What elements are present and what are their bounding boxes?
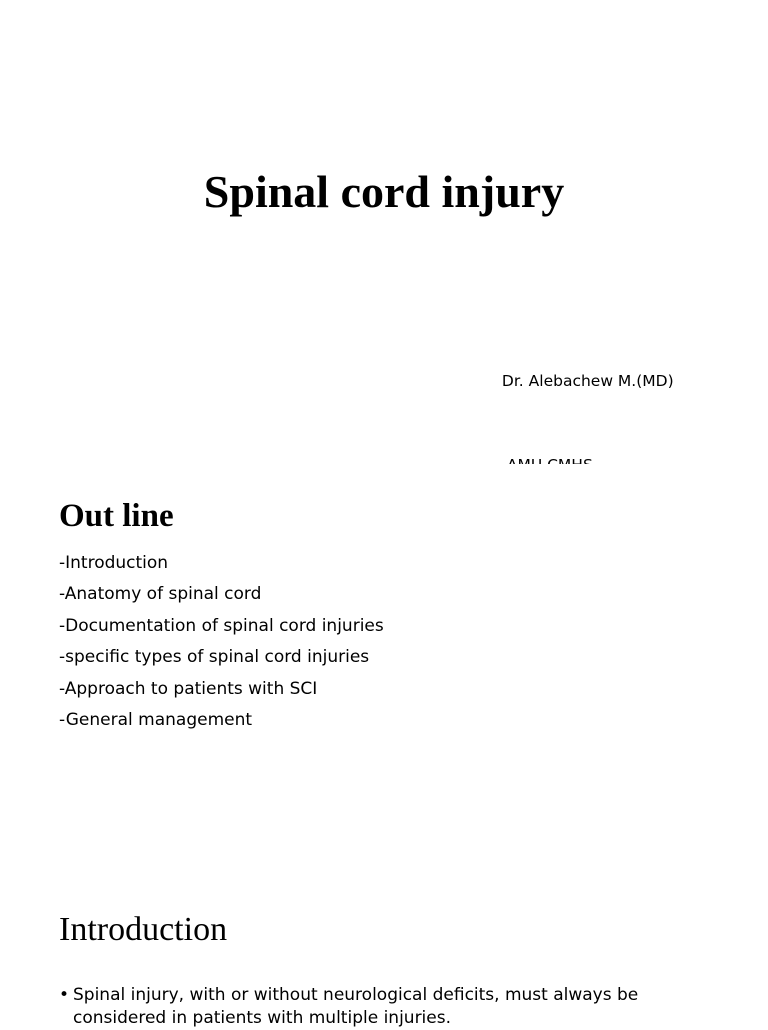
bullet-item — [59, 984, 719, 1030]
presentation-title: Spinal cord injury — [203, 166, 565, 217]
outline-item: -Documentation of spinal cord injuries — [59, 615, 384, 636]
author-name: Dr. Alebachew M.(MD) — [497, 372, 674, 390]
outline-heading: Out line — [59, 498, 174, 534]
introduction-heading: Introduction — [59, 911, 228, 948]
introduction-bullets — [59, 984, 719, 1030]
outline-list — [59, 548, 384, 736]
bullet-text: Spinal injury, with or without neurological deficits, must always be considered in patients with multiple injuries. — [73, 985, 639, 1028]
outline-item: -Approach to patients with SCI — [59, 678, 318, 699]
outline-slide — [0, 464, 768, 874]
outline-item: -specific types of spinal cord injuries — [59, 647, 370, 668]
outline-item: -General management — [59, 710, 253, 731]
outline-item: -Anatomy of spinal cord — [59, 584, 262, 605]
title-slide — [0, 0, 768, 464]
introduction-slide — [0, 874, 768, 1028]
outline-item: -Introduction — [59, 553, 169, 573]
bullet-icon: • — [59, 985, 70, 1005]
